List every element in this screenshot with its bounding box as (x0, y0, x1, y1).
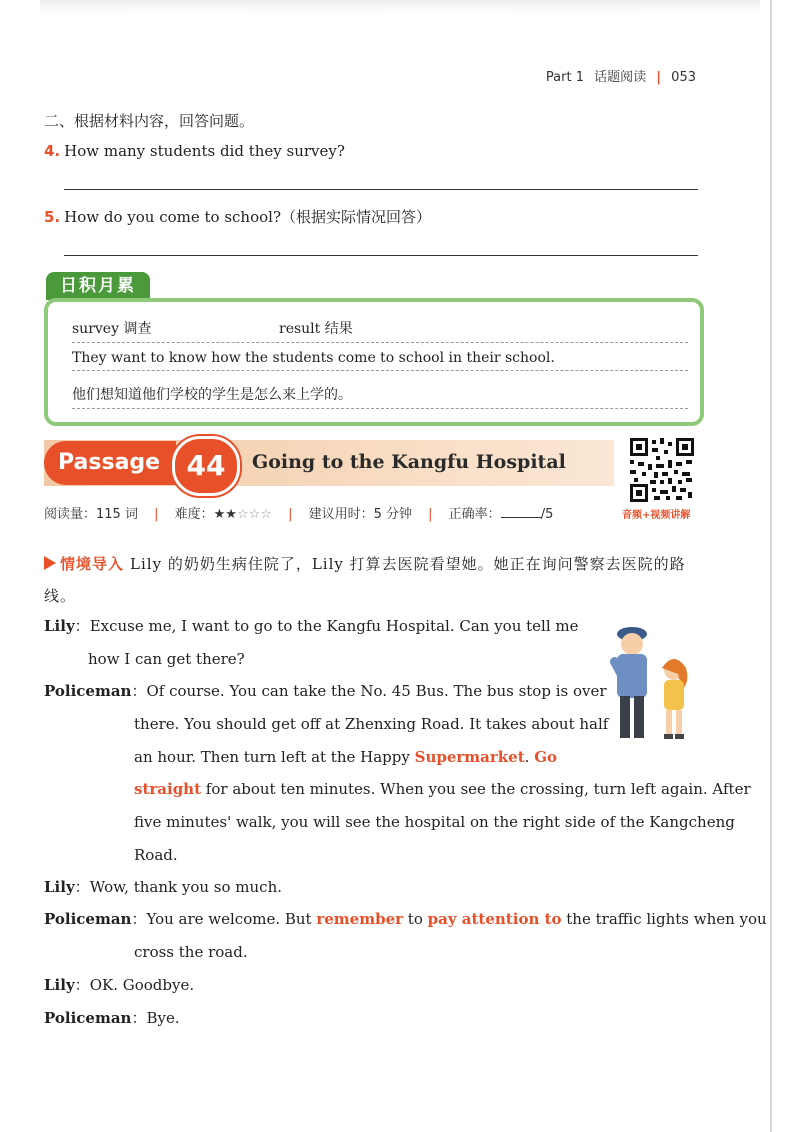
dialogue-line-lily-3 (44, 969, 194, 1002)
passage-meta (44, 503, 553, 522)
question-number: 5. (44, 208, 61, 226)
accuracy-total: /5 (540, 507, 554, 522)
highlight-word: straight (134, 780, 202, 798)
policeman-and-girl-illustration (598, 618, 698, 748)
line-text: . (524, 748, 535, 766)
highlight-word: pay attention to (427, 910, 562, 928)
difficulty-stars (214, 507, 272, 522)
question-5 (44, 206, 431, 227)
dialogue-cont: Road. (134, 846, 178, 864)
intro-label: 情境导入 (60, 555, 125, 573)
line-text: an hour. Then turn left at the Happy (134, 748, 415, 766)
passage-number: 44 (172, 436, 240, 496)
line-text: to (403, 910, 428, 928)
dialogue-line-lily-2 (44, 871, 282, 904)
speaker-colon: ： (74, 976, 90, 994)
speaker-colon: ： (74, 878, 90, 896)
meta-divider: | (288, 507, 293, 522)
questions-heading: 二、根据材料内容，回答问题。 (44, 112, 255, 130)
dialogue-cont (134, 741, 557, 774)
speaker-lily: Lily (44, 878, 75, 896)
speaker-lily: Lily (44, 976, 75, 994)
qr-code-icon[interactable] (628, 436, 696, 504)
question-text: How many students did they survey? (64, 142, 345, 160)
sentence-zh: 他们想知道他们学校的学生是怎么来上学的。 (72, 384, 688, 409)
dialogue-cont: five minutes' walk, you will see the hospital on the right side of the Kangcheng (134, 813, 735, 831)
highlight-word: remember (316, 910, 404, 928)
star-filled-icon: ★ (213, 507, 226, 522)
intro-text: Lily 的奶奶生病住院了，Lily 打算去医院看望她。她正在询问警察去医院的路线。 (44, 555, 686, 605)
question-number: 4. (44, 142, 61, 160)
accuracy-label: 正确率： (448, 507, 501, 522)
dialogue-line-policeman-1 (44, 675, 607, 708)
dialogue-line-policeman-3 (44, 1002, 180, 1035)
vocab-survey: survey 调查 (72, 321, 152, 337)
dialogue-cont: how I can get there? (88, 650, 245, 668)
question-4 (44, 142, 345, 160)
header-divider: | (656, 70, 662, 85)
section-label: 话题阅读 (594, 70, 647, 85)
speaker-colon: ： (131, 910, 147, 928)
dialogue-line-lily-1 (44, 610, 579, 643)
line-text: the traffic lights when you (561, 910, 767, 928)
star-empty-icon: ☆ (236, 507, 249, 522)
sentence-en: They want to know how the students come to school in their school. (72, 350, 688, 371)
page-top-shadow (40, 0, 760, 14)
qr-caption: 音频+视频讲解 (622, 510, 691, 521)
star-empty-icon: ☆ (260, 507, 272, 522)
word-count: 阅读量：115 词 (44, 507, 138, 522)
line-text: Bye. (146, 1009, 180, 1027)
star-empty-icon: ☆ (248, 507, 261, 522)
line-text: You are welcome. But (146, 910, 317, 928)
page-edge (770, 0, 772, 1132)
accuracy-blank[interactable] (501, 505, 541, 518)
intro-lead (44, 555, 124, 573)
running-head (546, 66, 696, 85)
dialogue-line-policeman-2 (44, 903, 767, 936)
speaker-lily: Lily (44, 617, 75, 635)
line-text: Of course. You can take the No. 45 Bus. The bus stop is over (146, 682, 607, 700)
meta-divider: | (428, 507, 433, 522)
highlight-word: Supermarket (414, 748, 525, 766)
answer-line-4[interactable] (64, 189, 698, 190)
line-text: Excuse me, I want to go to the Kangfu Hospital. Can you tell me (89, 617, 579, 635)
accumulation-box (44, 298, 704, 426)
dialogue-cont: cross the road. (134, 943, 248, 961)
speaker-colon: ： (131, 1009, 147, 1027)
difficulty-label: 难度： (174, 507, 214, 522)
vocab-row (72, 318, 688, 343)
passage-label: Passage (44, 441, 176, 485)
scenario-intro (44, 548, 698, 612)
speaker-policeman: Policeman (44, 1009, 132, 1027)
page-number: 053 (671, 70, 696, 85)
line-text: for about ten minutes. When you see the crossing, turn left again. After (201, 780, 751, 798)
line-text: Wow, thank you so much. (89, 878, 283, 896)
meta-divider: | (154, 507, 159, 522)
star-filled-icon: ★ (225, 507, 237, 522)
question-text: How do you come to school?（根据实际情况回答） (64, 208, 431, 226)
dialogue-cont: there. You should get off at Zhenxing Road. It takes about half (134, 715, 609, 733)
part-label: Part 1 (545, 70, 584, 85)
vocab-result: result 结果 (279, 321, 353, 337)
speaker-colon: ： (74, 617, 90, 635)
passage-title: Going to the Kangfu Hospital (252, 451, 566, 473)
play-triangle-icon (44, 556, 56, 570)
suggested-time: 建议用时：5 分钟 (308, 507, 412, 522)
highlight-word: Go (534, 748, 558, 766)
answer-line-5[interactable] (64, 255, 698, 256)
speaker-policeman: Policeman (44, 682, 132, 700)
accumulation-tab: 日积月累 (46, 272, 150, 300)
line-text: OK. Goodbye. (89, 976, 195, 994)
speaker-colon: ： (131, 682, 147, 700)
dialogue-cont (134, 773, 751, 806)
speaker-policeman: Policeman (44, 910, 132, 928)
